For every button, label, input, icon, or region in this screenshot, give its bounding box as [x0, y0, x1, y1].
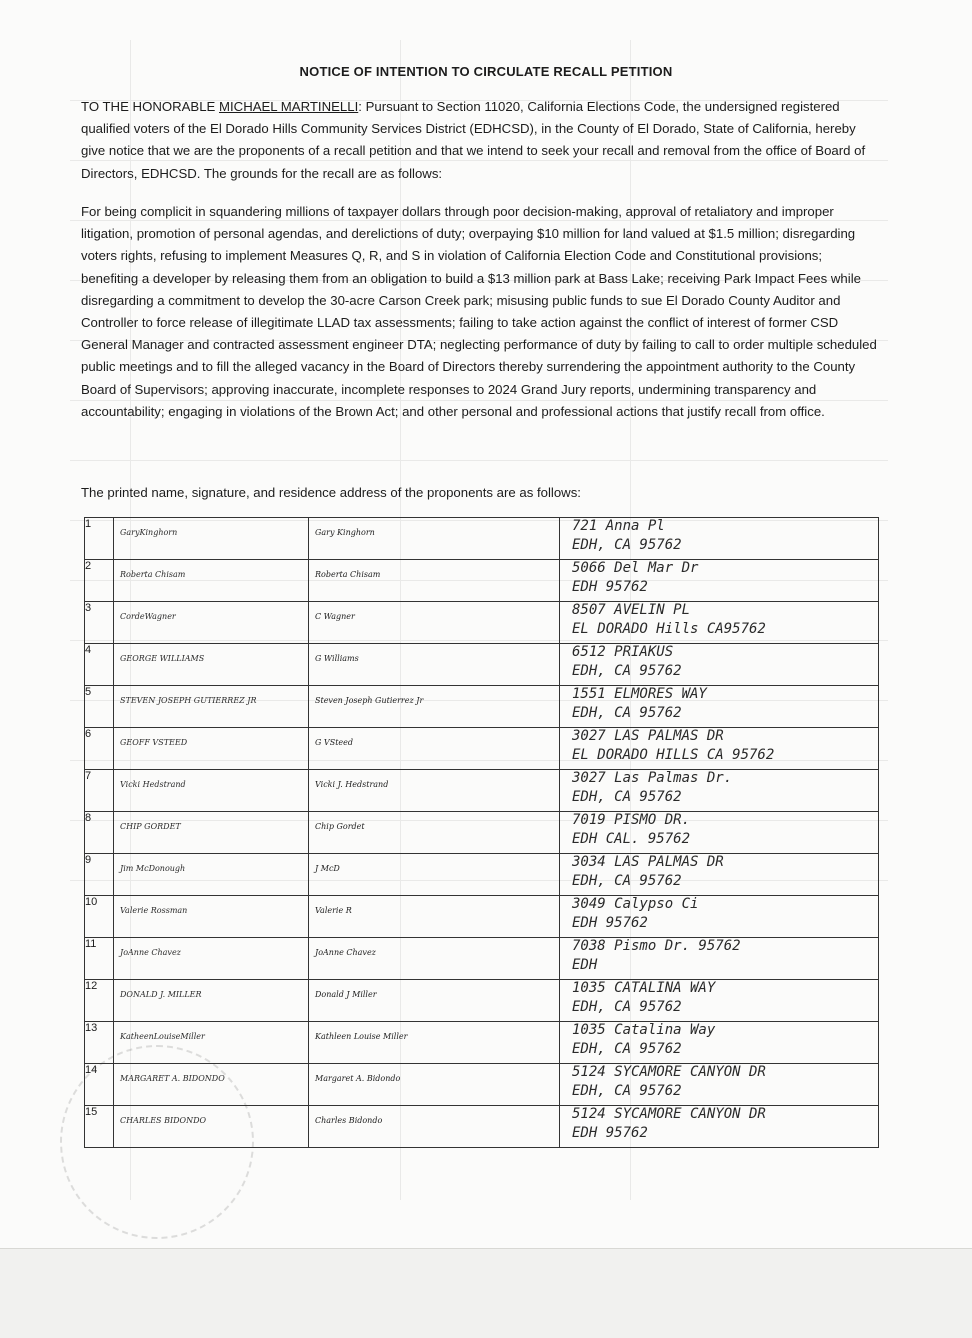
address-line-1: 7038 Pismo Dr. 95762 — [572, 938, 741, 954]
address-line-2: EDH 95762 — [572, 1125, 648, 1141]
printed-name: Vicki Hedstrand — [120, 780, 186, 789]
row-number: 9 — [85, 854, 114, 896]
address-cell — [560, 560, 879, 602]
proponent-row — [85, 518, 879, 560]
signature-cell — [309, 938, 560, 980]
signature: Margaret A. Bidondo — [315, 1074, 401, 1083]
address-cell — [560, 938, 879, 980]
address-line-1: 5066 Del Mar Dr — [572, 560, 699, 576]
printed-name-cell — [114, 770, 309, 812]
printed-name-cell — [114, 896, 309, 938]
signature-cell — [309, 602, 560, 644]
address-line-2: EDH — [572, 957, 598, 973]
row-number: 14 — [85, 1064, 114, 1106]
row-number: 11 — [85, 938, 114, 980]
address-cell — [560, 518, 879, 560]
address-line-1: 3034 LAS PALMAS DR — [572, 854, 724, 870]
address-line-2: EDH, CA 95762 — [572, 873, 682, 889]
intro-paragraph — [81, 96, 881, 185]
proponent-row — [85, 938, 879, 980]
printed-name: Valerie Rossman — [120, 906, 188, 915]
proponents-table — [84, 517, 879, 1148]
signature-cell — [309, 896, 560, 938]
address-cell — [560, 896, 879, 938]
printed-name-cell — [114, 560, 309, 602]
address-line-2: EDH, CA 95762 — [572, 789, 682, 805]
printed-name-cell — [114, 1106, 309, 1148]
address-line-2: EDH 95762 — [572, 579, 648, 595]
proponent-row — [85, 854, 879, 896]
proponent-row — [85, 602, 879, 644]
printed-name: JoAnne Chavez — [120, 948, 181, 957]
printed-name: GEOFF VSTEED — [120, 738, 188, 747]
proponent-row — [85, 1022, 879, 1064]
address-line-2: EL DORADO HILLS CA 95762 — [572, 747, 775, 763]
proponents-intro: The printed name, signature, and residence address of the proponents are as follows: — [81, 485, 581, 500]
printed-name-cell — [114, 1022, 309, 1064]
signature-cell — [309, 1064, 560, 1106]
address-line-1: 1035 CATALINA WAY — [572, 980, 716, 996]
printed-name-cell — [114, 938, 309, 980]
printed-name-cell — [114, 812, 309, 854]
signature: Vicki J. Hedstrand — [315, 780, 389, 789]
row-number: 4 — [85, 644, 114, 686]
signature: G VSteed — [315, 738, 353, 747]
row-number: 13 — [85, 1022, 114, 1064]
proponent-row — [85, 1064, 879, 1106]
address-line-2: EDH, CA 95762 — [572, 1041, 682, 1057]
proponent-row — [85, 728, 879, 770]
printed-name: DONALD J. MILLER — [120, 990, 202, 999]
address-line-1: 6512 PRIAKUS — [572, 644, 674, 660]
printed-name: CHARLES BIDONDO — [120, 1116, 207, 1125]
signature-cell — [309, 812, 560, 854]
row-number: 12 — [85, 980, 114, 1022]
signature-cell — [309, 1106, 560, 1148]
printed-name: Jim McDonough — [120, 864, 186, 873]
printed-name-cell — [114, 518, 309, 560]
printed-name: STEVEN JOSEPH GUTIERREZ JR — [120, 696, 257, 705]
proponent-row — [85, 644, 879, 686]
scan-footer-band — [0, 1248, 972, 1338]
address-line-1: 7019 PISMO DR. — [572, 812, 691, 828]
signature: G Williams — [315, 654, 359, 663]
signature: Roberta Chisam — [315, 570, 381, 579]
address-line-2: EDH, CA 95762 — [572, 999, 682, 1015]
signature: Donald J Miller — [315, 990, 377, 999]
address-line-1: 5124 SYCAMORE CANYON DR — [572, 1106, 766, 1122]
signature: Charles Bidondo — [315, 1116, 383, 1125]
printed-name-cell — [114, 854, 309, 896]
signature-cell — [309, 854, 560, 896]
address-line-1: 721 Anna Pl — [572, 518, 665, 534]
printed-name-cell — [114, 602, 309, 644]
signature: Valerie R — [315, 906, 352, 915]
signature: Gary Kinghorn — [315, 528, 375, 537]
address-cell — [560, 770, 879, 812]
printed-name: CHIP GORDET — [120, 822, 181, 831]
row-number: 6 — [85, 728, 114, 770]
address-cell — [560, 644, 879, 686]
address-line-2: EDH, CA 95762 — [572, 1083, 682, 1099]
address-cell — [560, 854, 879, 896]
address-line-2: EDH, CA 95762 — [572, 663, 682, 679]
address-line-2: EL DORADO Hills CA95762 — [572, 621, 766, 637]
signature-cell — [309, 518, 560, 560]
row-number: 1 — [85, 518, 114, 560]
intro-lead: TO THE HONORABLE — [81, 99, 220, 114]
address-line-2: EDH CAL. 95762 — [572, 831, 691, 847]
address-line-1: 8507 AVELIN PL — [572, 602, 691, 618]
address-line-2: EDH 95762 — [572, 915, 648, 931]
printed-name-cell — [114, 644, 309, 686]
document-title: NOTICE OF INTENTION TO CIRCULATE RECALL PETITION — [299, 64, 673, 79]
proponent-row — [85, 896, 879, 938]
address-cell — [560, 686, 879, 728]
printed-name: CordeWagner — [120, 612, 176, 621]
signature: Steven Joseph Gutierrez Jr — [315, 696, 424, 705]
printed-name: GaryKinghorn — [120, 528, 178, 537]
proponent-row — [85, 770, 879, 812]
row-number: 2 — [85, 560, 114, 602]
signature: C Wagner — [315, 612, 355, 621]
printed-name: Roberta Chisam — [120, 570, 186, 579]
printed-name: MARGARET A. BIDONDO — [120, 1074, 225, 1083]
signature: JoAnne Chavez — [315, 948, 376, 957]
row-number: 10 — [85, 896, 114, 938]
signature-cell — [309, 644, 560, 686]
proponent-row — [85, 1106, 879, 1148]
grounds-paragraph: For being complicit in squandering millions of taxpayer dollars through poor decision-making, approval of retaliatory and improper litigation, promotion of personal agendas, and derelictions of duty; overpaying $10 million for land valued at $1.5 million; disregarding voters rights, refusing to implement Measures Q, R, and S in violation of California Election Code and Constitutional provisions; benefiting a developer by releasing them from an obligation to build a $13 million park at Bass Lake; receiving Park Impact Fees while disregarding a commitment to develop the 30-acre Carson Creek park; misusing public funds to sue El Dorado County Auditor and Controller to force release of illegitimate LLAD tax assessments; failing to take action against the conflict of interest of former CSD General Manager and contracted assessment engineer DTA; neglecting performance of duty by failing to call to order multiple scheduled public meetings and to fill the alleged vacancy in the Board of Directors thereby surrendering the appointment authority to the County Board of Supervisors; approving inaccurate, incomplete responses to 2024 Grand Jury reports, undermining transparency and accountability; engaging in violations of the Brown Act; and other personal and professional actions that justify recall from office. — [81, 204, 877, 419]
signature-cell — [309, 980, 560, 1022]
row-number: 3 — [85, 602, 114, 644]
proponent-row — [85, 980, 879, 1022]
intro-rest: : Pursuant to Section 11020, California Elections Code, the undersigned registered qualified voters of the El Dorado Hills Community Services District (EDHCSD), in the County of El Dorado, State of California, hereby give notice that we are the proponents of a recall petition and that we intend to seek your recall and removal from the office of Board of Directors, EDHCSD. The grounds for the recall are as follows: — [81, 99, 866, 181]
address-line-1: 5124 SYCAMORE CANYON DR — [572, 1064, 766, 1080]
proponent-row — [85, 812, 879, 854]
signature: Chip Gordet — [315, 822, 365, 831]
printed-name-cell — [114, 686, 309, 728]
signature-cell — [309, 770, 560, 812]
printed-name-cell — [114, 980, 309, 1022]
signature-cell — [309, 728, 560, 770]
row-number: 15 — [85, 1106, 114, 1148]
address-cell — [560, 728, 879, 770]
address-cell — [560, 602, 879, 644]
row-number: 8 — [85, 812, 114, 854]
printed-name: GEORGE WILLIAMS — [120, 654, 205, 663]
printed-name-cell — [114, 1064, 309, 1106]
official-name: MICHAEL MARTINELLI — [219, 99, 359, 114]
signature-cell — [309, 560, 560, 602]
row-number: 7 — [85, 770, 114, 812]
signature: J McD — [315, 864, 340, 873]
address-cell — [560, 812, 879, 854]
address-cell — [560, 1022, 879, 1064]
address-cell — [560, 980, 879, 1022]
address-line-1: 3027 Las Palmas Dr. — [572, 770, 733, 786]
proponent-row — [85, 560, 879, 602]
printed-name-cell — [114, 728, 309, 770]
address-cell — [560, 1064, 879, 1106]
row-number: 5 — [85, 686, 114, 728]
address-cell — [560, 1106, 879, 1148]
signature-cell — [309, 1022, 560, 1064]
signature: Kathleen Louise Miller — [315, 1032, 408, 1041]
printed-name: KatheenLouiseMiller — [120, 1032, 205, 1041]
address-line-2: EDH, CA 95762 — [572, 705, 682, 721]
address-line-2: EDH, CA 95762 — [572, 537, 682, 553]
address-line-1: 3027 LAS PALMAS DR — [572, 728, 724, 744]
proponent-row — [85, 686, 879, 728]
address-line-1: 1551 ELMORES WAY — [572, 686, 707, 702]
address-line-1: 3049 Calypso Ci — [572, 896, 699, 912]
address-line-1: 1035 Catalina Way — [572, 1022, 716, 1038]
signature-cell — [309, 686, 560, 728]
